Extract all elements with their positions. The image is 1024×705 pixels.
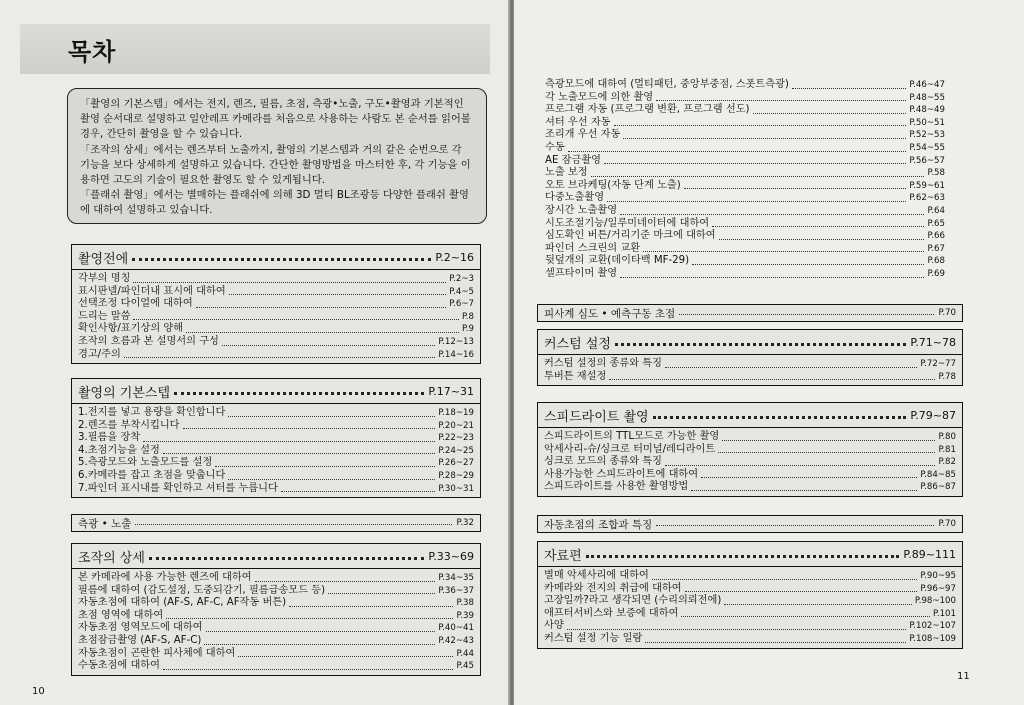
toc-item[interactable]: 경고/주의 P.14~16 (78, 348, 474, 360)
single-page: P.70 (938, 308, 956, 318)
single-title: 측광 • 노출 (78, 517, 132, 530)
toc-item[interactable]: 애프터서비스와 보증에 대하여 P.101 (544, 607, 956, 619)
toc-item[interactable]: 시도조절기능/일루미네이터에 대하여 P.65 (545, 217, 945, 229)
leader-dots (586, 555, 900, 558)
toc-item[interactable]: 필름에 대하여 (감도설정, 도중되감기, 필름급송모드 등) P.36~37 (78, 584, 474, 596)
page-number-right: 11 (957, 671, 970, 682)
toc-item[interactable]: 싱크로 모드의 종류와 특징 P.82 (544, 456, 956, 468)
toc-item[interactable]: 확인사항/표기상의 양해 P.9 (78, 323, 474, 335)
toc-item[interactable]: 측광모드에 대하여 (멀티패턴, 중앙부중점, 스폿트측광) P.46~47 (545, 79, 945, 90)
section-title[interactable]: 조작의 상세 (78, 550, 145, 566)
toc-item[interactable]: 사용가능한 스피드라이트에 대하여 P.84~85 (544, 468, 956, 480)
single-page: P.32 (456, 518, 474, 528)
toc-item[interactable]: 자동초점 영역모드에 대하여 P.40~41 (78, 622, 474, 634)
toc-item[interactable]: 초점 영역에 대하여 P.39 (78, 609, 474, 621)
toc-item[interactable]: 커스텀 설정 기능 일람 P.108~109 (544, 632, 956, 644)
toc-item[interactable]: 3.필름을 장착 P.22~23 (78, 432, 474, 444)
leader-dots (656, 525, 934, 526)
page-title: 목차 (68, 38, 117, 66)
toc-item[interactable]: 셀프타이머 촬영 P.69 (545, 267, 945, 279)
section-page-range: P.79~87 (910, 408, 956, 422)
toc-section-speedlight (537, 402, 963, 497)
section-title[interactable]: 자료편 (544, 548, 582, 564)
leader-dots (653, 416, 907, 419)
toc-single-af-combination[interactable] (537, 515, 963, 533)
toc-item[interactable]: 수동 P.54~55 (545, 141, 945, 153)
section-page-range: P.33~69 (428, 549, 474, 563)
toc-item[interactable]: 커스텀 설정의 종류와 특징 P.72~77 (544, 358, 956, 369)
section-title[interactable]: 커스텀 설정 (544, 336, 611, 352)
toc-item[interactable]: 수동초점에 대하여 P.45 (78, 660, 474, 672)
toc-item[interactable]: 카메라와 전지의 취급에 대하여 P.96~97 (544, 582, 956, 594)
toc-item[interactable]: 조리개 우선 자동 P.52~53 (545, 129, 945, 141)
toc-item[interactable]: 고장일까?라고 생각되면 (수리의뢰전에) P.98~100 (544, 595, 956, 607)
toc-item[interactable]: 조작의 흐름과 본 설명서의 구성 P.12~13 (78, 335, 474, 347)
toc-item[interactable]: 4.초점기능을 설정 P.24~25 (78, 444, 474, 456)
single-title: 자동초점의 조합과 특징 (544, 518, 653, 531)
toc-item[interactable]: 본 카메라에 사용 가능한 렌즈에 대하여 P.34~35 (78, 572, 474, 583)
single-page: P.70 (938, 519, 956, 529)
toc-item[interactable]: 셔터 우선 자동 P.50~51 (545, 116, 945, 128)
toc-item[interactable]: 자동초점에 대하여 (AF-S, AF-C, AF작동 버튼) P.38 (78, 597, 474, 609)
page-number-left: 10 (32, 686, 45, 697)
toc-item[interactable]: 7.파인더 표시내를 확인하고 셔터를 누릅니다 P.30~31 (78, 482, 474, 494)
section-page-range: P.89~111 (903, 547, 956, 561)
leader-dots (135, 524, 452, 525)
toc-single-depth-of-field[interactable] (537, 304, 963, 322)
toc-section-before-shooting (71, 244, 481, 364)
toc-item[interactable]: 스피드라이트의 TTL모드로 가능한 촬영 P.80 (544, 431, 956, 442)
toc-item[interactable]: 초점잠금촬영 (AF-S, AF-C) P.42~43 (78, 634, 474, 646)
toc-item[interactable]: 악세사리-슈/싱크로 터미널/레디라이트 P.81 (544, 443, 956, 455)
toc-item[interactable]: 장시간 노출촬영 P.64 (545, 204, 945, 216)
section-page-range: P.17~31 (428, 384, 474, 398)
intro-paragraph-2: 「조작의 상세」에서는 렌즈부터 노출까지, 촬영의 기본스텝과 거의 같은 순번으로 각 기능을 보다 상세하게 설명하고 있습니다. 간단한 촬영방법을 마스터한 후, 각 기능을 이용하면 고도의 기술이 필요한 촬영도 할 수 있게됩니다. (80, 143, 471, 187)
section-page-range: P.2~16 (435, 250, 474, 264)
intro-paragraph-1: 「촬영의 기본스텝」에서는 전지, 렌즈, 필름, 초점, 측광•노출, 구도•촬영과 기본적인 촬영 순서대로 설명하고 일안레프 카메라를 처음으로 사용하는 사람도 본 순서를 읽어볼 경우, 간단히 촬영을 할 수 있습니다. (80, 98, 471, 141)
toc-item[interactable]: 뒷덮개의 교환(데이타백 MF-29) P.68 (545, 255, 945, 267)
toc-item[interactable]: 드리는 말씀 P.8 (78, 310, 474, 322)
toc-item[interactable]: 5.측광모드와 노출모드를 설정 P.26~27 (78, 457, 474, 469)
toc-item[interactable]: 표시판넬/파인더내 표시에 대하여 P.4~5 (78, 285, 474, 297)
toc-item[interactable]: 오토 브라케팅(자동 단계 노출) P.59~61 (545, 179, 945, 191)
toc-item[interactable]: 사양 P.102~107 (544, 620, 956, 632)
section-title[interactable]: 촬영의 기본스텝 (78, 385, 171, 401)
leader-dots (132, 258, 431, 261)
left-page (0, 0, 510, 705)
toc-item[interactable]: 별매 악세사리에 대하여 P.90~95 (544, 570, 956, 581)
section-title[interactable]: 촬영전에 (78, 251, 129, 267)
intro-paragraph-3: 「플래쉬 촬영」에서는 별매하는 플래쉬에 의해 3D 멀티 BL조광등 다양한 플래쉬 촬영에 대하여 설명하고 있습니다. (80, 189, 469, 217)
section-page-range: P.71~78 (910, 335, 956, 349)
intro-box (67, 88, 487, 224)
toc-section-reference (537, 541, 963, 649)
single-title: 피사계 심도 • 예측구동 초점 (544, 307, 676, 320)
toc-item[interactable]: 자동초점이 곤란한 피사체에 대하여 P.44 (78, 647, 474, 659)
leader-dots (174, 392, 424, 395)
toc-item[interactable]: 각 노출모드에 의한 촬영 P.48~55 (545, 91, 945, 103)
toc-item[interactable]: 스피드라이트를 사용한 촬영방법 P.86~87 (544, 481, 956, 493)
leader-dots (149, 557, 424, 560)
toc-section-operation-details (71, 543, 481, 676)
toc-item[interactable]: 프로그램 자동 (프로그램 변환, 프로그램 선도) P.48~49 (545, 104, 945, 116)
toc-item[interactable]: 선택조정 다이얼에 대하여 P.6~7 (78, 298, 474, 310)
toc-single-metering[interactable] (71, 514, 481, 532)
toc-item[interactable]: 1.전지를 넣고 용량을 확인합니다 P.18~19 (78, 407, 474, 418)
section-title[interactable]: 스피드라이트 촬영 (544, 409, 649, 425)
leader-dots (679, 314, 934, 315)
toc-list-continued (545, 79, 945, 281)
toc-item[interactable]: 6.카메라를 잡고 초점을 맞춥니다 P.28~29 (78, 469, 474, 481)
toc-item[interactable]: 파인더 스크린의 교환 P.67 (545, 242, 945, 254)
toc-item[interactable]: AE 잠금촬영 P.56~57 (545, 154, 945, 166)
toc-section-basic-steps (71, 378, 481, 498)
toc-item[interactable]: 각부의 명칭 P.2~3 (78, 273, 474, 284)
toc-item[interactable]: 심도확인 버튼/거리기준 마크에 대하여 P.66 (545, 230, 945, 242)
toc-item[interactable]: 투버튼 재설정 P.78 (544, 370, 956, 382)
toc-item[interactable]: 2.렌즈를 부착시킵니다 P.20~21 (78, 419, 474, 431)
toc-item[interactable]: 노출 보정 P.58 (545, 167, 945, 179)
toc-item[interactable]: 다중노출촬영 P.62~63 (545, 192, 945, 204)
toc-section-custom-settings (537, 329, 963, 386)
leader-dots (615, 343, 906, 346)
